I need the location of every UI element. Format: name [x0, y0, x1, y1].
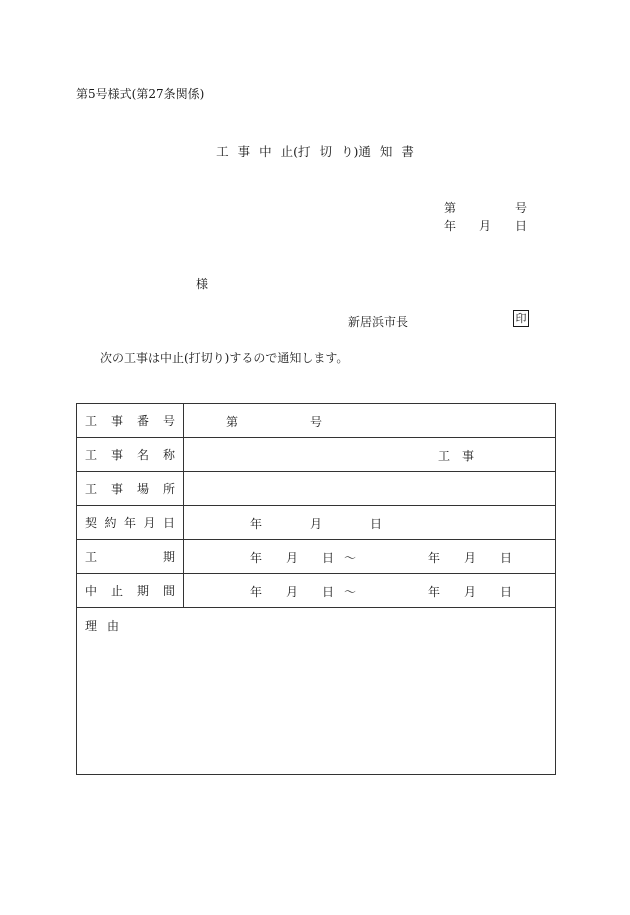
- field-construction-site[interactable]: [184, 472, 556, 506]
- title-char: り)通: [341, 144, 371, 159]
- document-title: [0, 142, 630, 160]
- label-construction-name: 工 事 名 称: [77, 438, 184, 472]
- seal-mark: 印: [513, 310, 529, 327]
- form-number: 第5号様式(第27条関係): [76, 87, 205, 101]
- notice-form-table: [76, 403, 556, 775]
- addressee-suffix: 様: [196, 277, 209, 291]
- title-char: 事: [237, 144, 251, 159]
- date-year: 年: [444, 219, 457, 233]
- doc-number-prefix: 第: [444, 201, 457, 215]
- title-char: 止(打: [280, 144, 311, 159]
- label-construction-site: 工 事 場 所: [77, 472, 184, 506]
- notice-text: 次の工事は中止(打切り)するので通知します。: [100, 351, 349, 365]
- title-char: 工: [216, 144, 229, 159]
- label-suspension-period: 中 止 期 間: [77, 574, 184, 608]
- title-char: 切: [319, 144, 333, 159]
- field-suspension-period[interactable]: 年 月 日 ～ 年 月 日: [184, 574, 556, 608]
- table-row: [77, 506, 556, 540]
- label-reason: 理 由: [85, 619, 120, 633]
- table-row: [77, 608, 556, 775]
- title-char: 知: [379, 144, 393, 159]
- field-reason[interactable]: [77, 608, 556, 775]
- table-row: [77, 404, 556, 438]
- field-construction-name[interactable]: 工 事: [184, 438, 556, 472]
- date-month: 月: [479, 219, 492, 233]
- label-construction-number: 工 事 番 号: [77, 404, 184, 438]
- doc-number-suffix: 号: [515, 201, 528, 215]
- field-period[interactable]: 年 月 日 ～ 年 月 日: [184, 540, 556, 574]
- label-period: 工 期: [77, 540, 184, 574]
- title-char: 中: [259, 144, 272, 159]
- field-construction-number[interactable]: 第 号: [184, 404, 556, 438]
- table-row: [77, 574, 556, 608]
- field-contract-date[interactable]: 年 月 日: [184, 506, 556, 540]
- table-row: [77, 540, 556, 574]
- label-contract-date: 契 約 年 月 日: [77, 506, 184, 540]
- title-char: 書: [401, 144, 414, 159]
- table-row: [77, 472, 556, 506]
- issuer-name: 新居浜市長: [348, 315, 409, 329]
- date-day: 日: [515, 219, 528, 233]
- table-row: [77, 438, 556, 472]
